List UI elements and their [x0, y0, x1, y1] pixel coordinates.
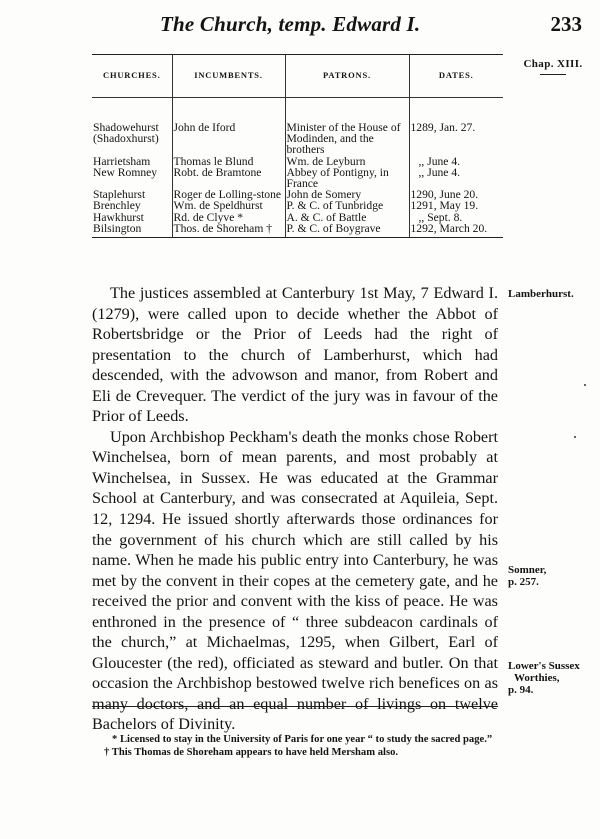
- church-cell: New Romney: [93, 165, 158, 179]
- column-header-patrons: PATRONS.: [285, 55, 409, 98]
- table-row: [92, 200, 503, 211]
- incumbents-table: [92, 54, 503, 238]
- incumbent-cell: Thomas le Blund: [172, 156, 285, 167]
- patron-cell: Wm. de Leyburn: [285, 156, 409, 167]
- page-speck: [574, 436, 576, 438]
- church-cell: Brenchley: [93, 199, 141, 213]
- body-text: [92, 283, 498, 735]
- table-header-row: [92, 55, 503, 98]
- incumbent-cell: John de Iford: [172, 122, 285, 156]
- patron-cell: P. & C. of Boygrave: [285, 223, 409, 234]
- footnotes: [92, 733, 502, 759]
- column-header-churches: CHURCHES.: [92, 55, 172, 98]
- table-bottom-rule: [92, 237, 503, 238]
- page-number: 233: [550, 12, 582, 36]
- footnote-shoreham: † This Thomas de Shoreham appears to have held Mersham also.: [104, 747, 399, 758]
- date-cell: 1291, May 19.: [409, 200, 503, 211]
- margin-note-line: Somner,: [508, 564, 547, 576]
- date-cell: 1290, June 20.: [409, 189, 503, 200]
- date-cell: 1292, March 20.: [409, 223, 503, 234]
- incumbent-cell: Thos. de Shoreham †: [172, 223, 285, 234]
- church-cell: Harrietsham: [93, 154, 151, 168]
- page-speck: [584, 384, 586, 386]
- margin-note-lowers-sussex-worthies: [508, 660, 580, 696]
- chapter-label: [517, 58, 589, 75]
- patron-cell: Minister of the House of Modinden, and the brothers: [285, 122, 409, 156]
- paragraph-lamberhurst: The justices assembled at Canterbury 1st May, 7 Edward I. (1279), were called upon to decide whether the Abbot of Robertsbridge or the Prior of Leeds had the right of presentation to the church of Lamberhurst, which had descended, with the advowson and manor, from Robert and Eli de Crevequer. The verdict of the jury was in favour of the Prior of Leeds.: [92, 284, 498, 426]
- paragraph-winchelsea: Upon Archbishop Peckham's death the monks chose Robert Winchelsea, born of mean parents, and most probably at Winchelsea, in Sussex. He was educated at the Grammar School at Canterbury, and was consecrated at Aquileia, Sept. 12, 1294. He issued shortly afterwards those ordinances for the government of his church which are still called by his name. When he made his public entry into Canterbury, he was met by the convent in their copes at the cemetery gate, and he received the prior and convent with the kiss of peace. He was enthroned in the presence of “ three subdeacon cardinals of the church,” at Michaelmas, 1295, when Gilbert, Earl of Gloucester (the red), officiated as steward and butler. On that occasion the Archbishop bestowed twelve rich benefices on as many doctors, and an equal number of livings on twelve Bachelors of Divinity.: [92, 427, 498, 734]
- date-text: ,, June 4.: [418, 154, 461, 168]
- margin-note-line: p. 94.: [508, 684, 534, 696]
- church-cell: Bilsington: [93, 221, 142, 235]
- table-row: [92, 122, 503, 156]
- running-head: The Church, temp. Edward I.: [160, 12, 421, 36]
- patron-cell: Abbey of Pontigny, in France: [285, 167, 409, 189]
- patron-cell: P. & C. of Tunbridge: [285, 200, 409, 211]
- margin-note-line: Lower's Sussex: [508, 660, 580, 672]
- incumbent-cell: Rd. de Clyve *: [172, 212, 285, 223]
- table-row: [92, 223, 503, 234]
- margin-note-line: p. 257.: [508, 576, 539, 588]
- chapter-label-rule: [540, 74, 566, 75]
- date-cell: [409, 167, 503, 189]
- chapter-label-text: Chap. XIII.: [523, 58, 583, 70]
- margin-note-lamberhurst: Lamberhurst.: [508, 288, 574, 300]
- incumbent-cell: Wm. de Speldhurst: [172, 200, 285, 211]
- church-cell: Hawkhurst: [93, 210, 144, 224]
- patron-cell: John de Somery: [285, 189, 409, 200]
- table-spacer-row: [92, 98, 503, 123]
- church-cell: Staplehurst: [93, 188, 146, 202]
- footnote-licensed: * Licensed to stay in the University of Paris for one year “ to study the sacred page.”: [112, 734, 493, 745]
- footnote-rule: [92, 706, 498, 707]
- date-text: ,, June 4.: [418, 165, 461, 179]
- margin-note-somner: [508, 564, 546, 588]
- date-cell: 1289, Jan. 27.: [409, 122, 503, 156]
- patron-cell: A. & C. of Battle: [285, 212, 409, 223]
- incumbent-cell: Robt. de Bramtone: [172, 167, 285, 189]
- table-row: [92, 167, 503, 189]
- date-text: ,, Sept. 8.: [418, 210, 463, 224]
- margin-note-line: Worthies,: [514, 672, 560, 684]
- church-cell: Shadowehurst (Shadoxhurst): [93, 121, 159, 146]
- column-header-incumbents: INCUMBENTS.: [172, 55, 285, 98]
- incumbent-cell: Roger de Lolling-stone: [172, 189, 285, 200]
- column-header-dates: DATES.: [409, 55, 503, 98]
